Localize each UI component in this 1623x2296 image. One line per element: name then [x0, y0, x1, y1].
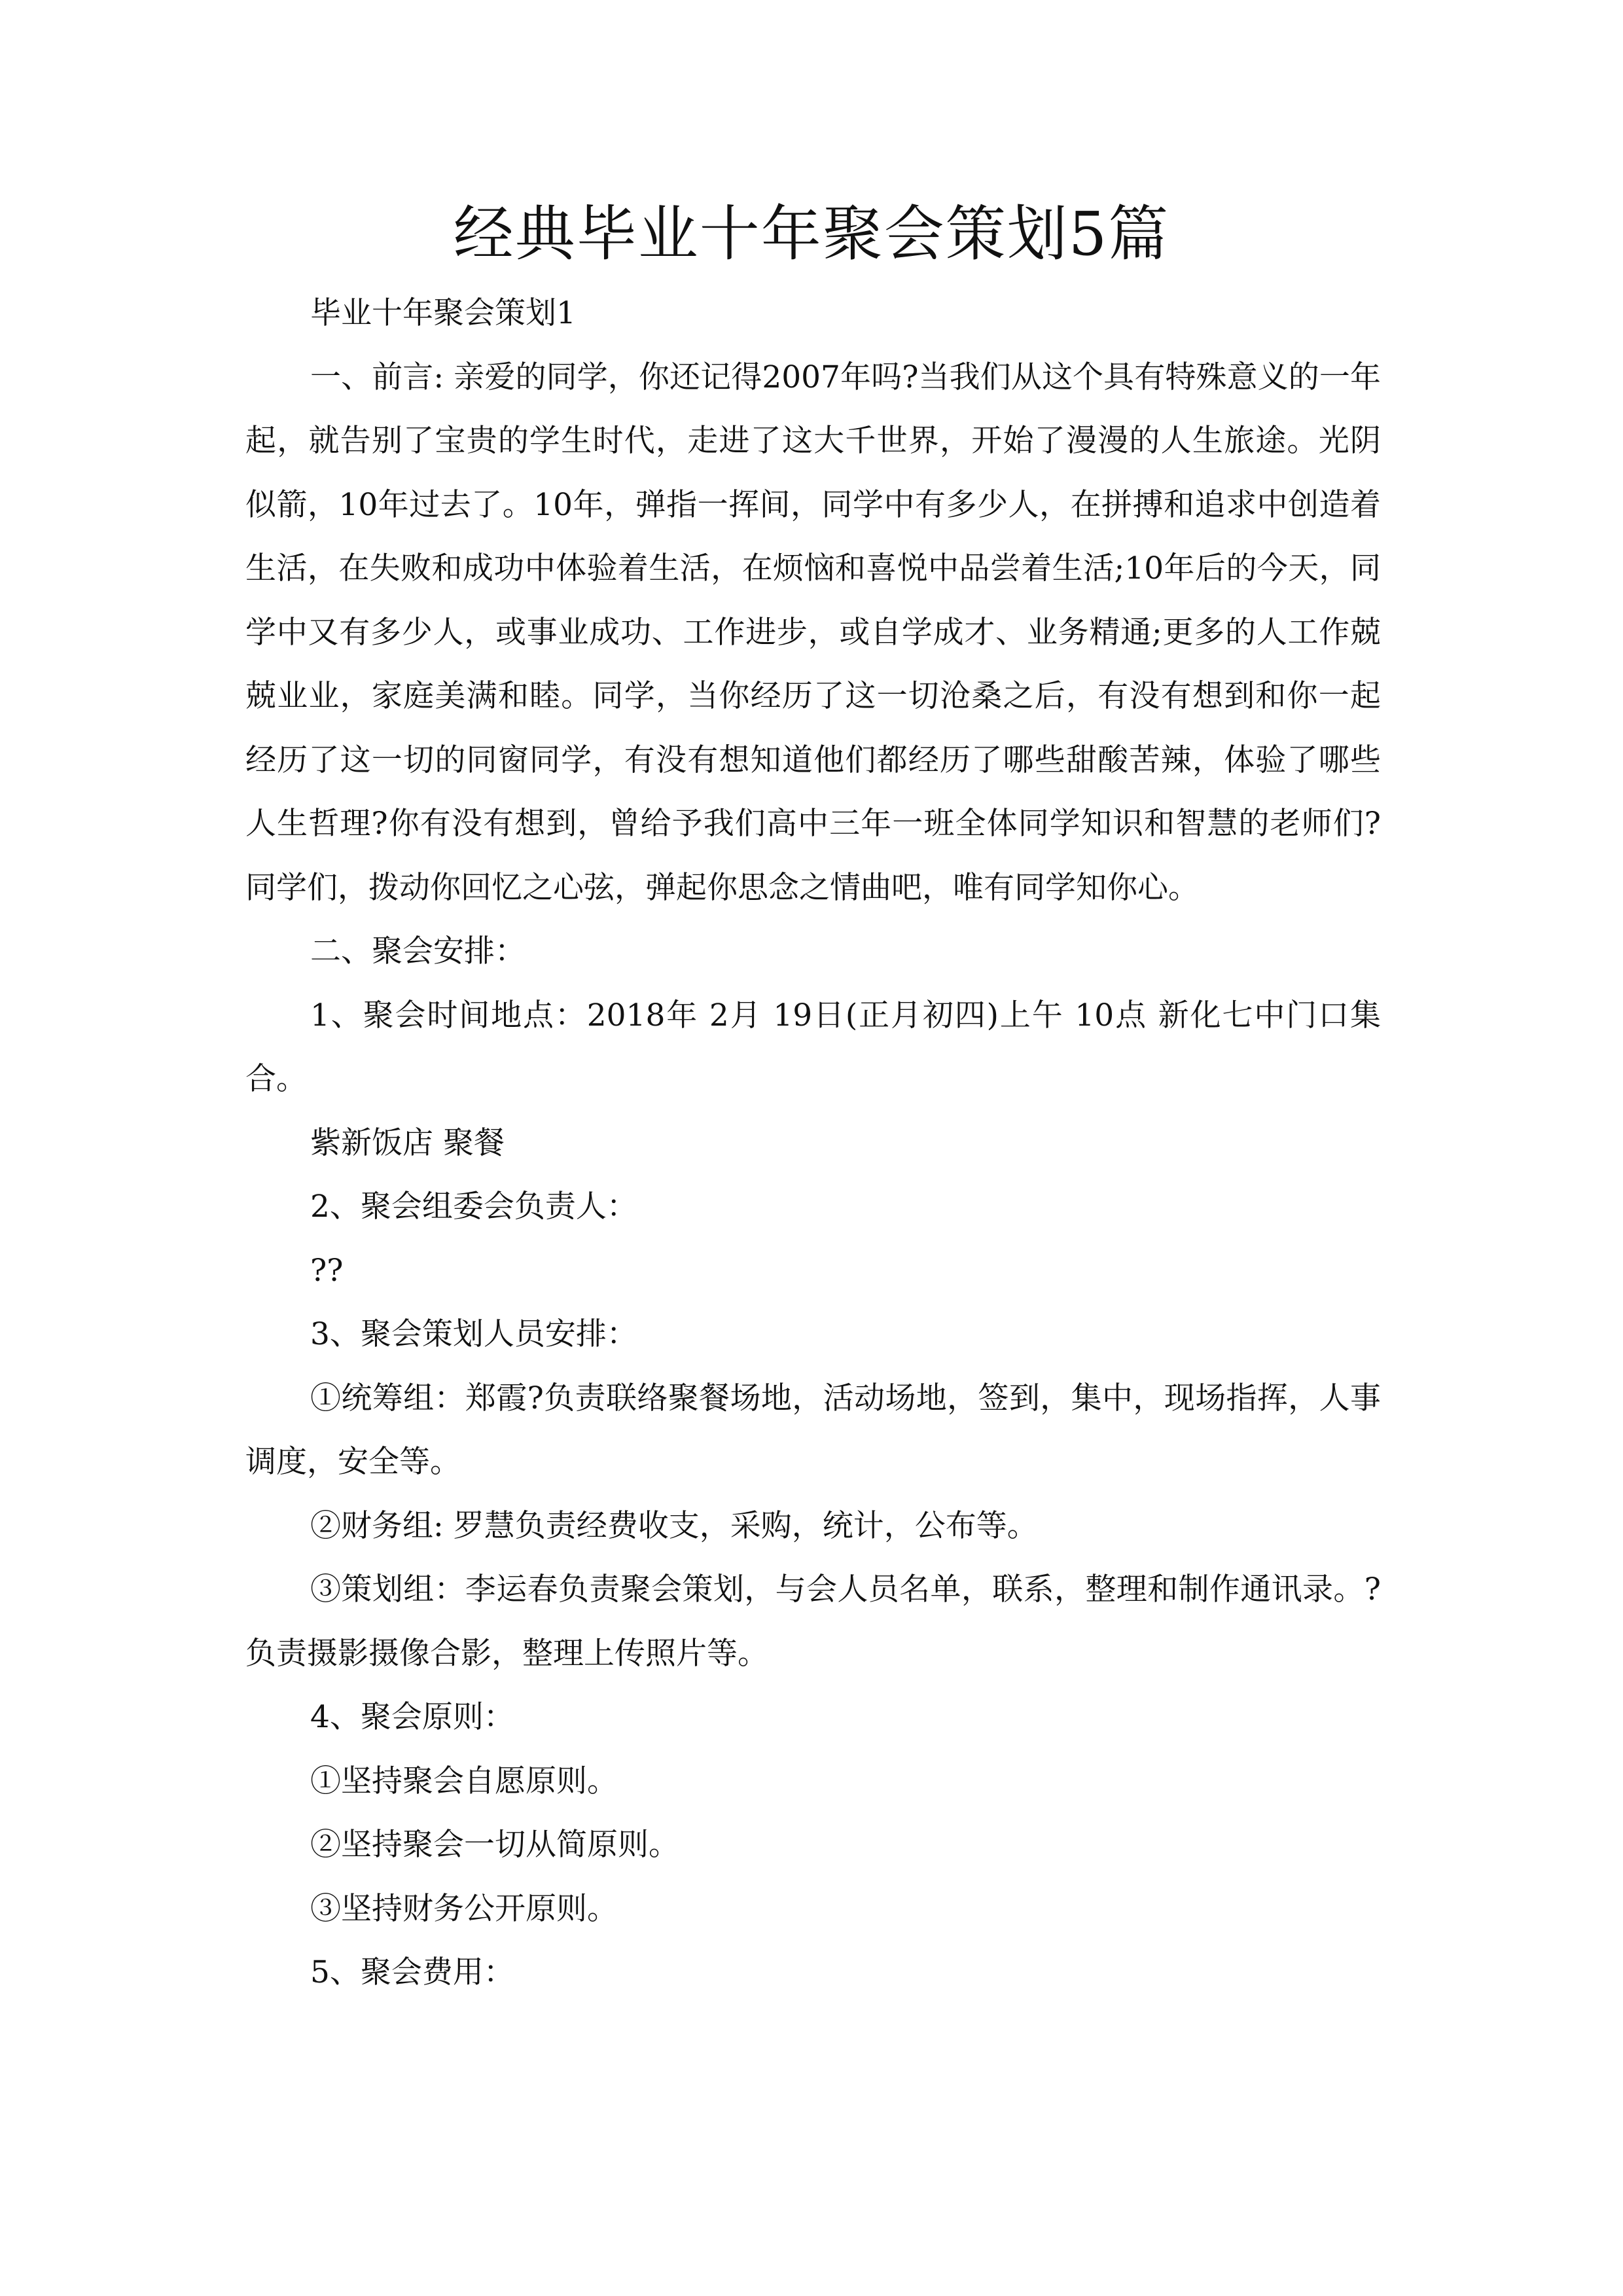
time-location-item: 1、聚会时间地点：2018年 2月 19日(正月初四)上午 10点 新化七中门口集合。	[245, 997, 1381, 1097]
committee-item: 2、聚会组委会负责人：	[310, 1189, 637, 1225]
arrangement-heading: 二、聚会安排：	[310, 933, 526, 969]
coordination-group-item: ①统筹组：郑霞?负责联络聚餐场地，活动场地，签到，集中，现场指挥，人事调度，安全等。	[245, 1380, 1381, 1480]
planning-staff-item: 3、聚会策划人员安排：	[310, 1316, 637, 1352]
document-title: 经典毕业十年聚会策划5篇	[453, 199, 1170, 269]
principles-heading: 4、聚会原则：	[310, 1699, 514, 1735]
document-body	[245, 281, 1381, 2005]
preface-paragraph: 一、前言: 亲爱的同学，你还记得2007年吗?当我们从这个具有特殊意义的一年起，就告别了宝贵的学生时代，走进了这大千世界，开始了漫漫的人生旅途。光阴似箭，10年过去了。10年，弹指一挥间，同学中有多少人，在拼搏和追求中创造着生活，在失败和成功中体验着生活，在烦恼和喜悦中品尝着生活;10年后的今天，同学中又有多少人，或事业成功、工作进步，或自学成才、业务精通;更多的人工作兢兢业业，家庭美满和睦。同学，当你经历了这一切沧桑之后，有没有想到和你一起经历了这一切的同窗同学，有没有想知道他们都经历了哪些甜酸苦辣，体验了哪些人生哲理?你有没有想到，曾给予我们高中三年一班全体同学知识和智慧的老师们?同学们，拨动你回忆之心弦，弹起你思念之情曲吧，唯有同学知你心。	[245, 359, 1381, 906]
planning-group-item: ③策划组：李运春负责聚会策划，与会人员名单，联系，整理和制作通讯录。?负责摄影摄像合影，整理上传照片等。	[245, 1571, 1381, 1672]
principle-simple: ②坚持聚会一切从简原则。	[310, 1827, 679, 1863]
finance-group-item: ②财务组: 罗慧负责经费收支，采购，统计，公布等。	[310, 1507, 1038, 1544]
section-heading: 毕业十年聚会策划1	[310, 295, 576, 331]
dinner-venue-item: 紫新饭店 聚餐	[310, 1124, 505, 1161]
committee-members: ??	[310, 1252, 344, 1289]
principle-voluntary: ①坚持聚会自愿原则。	[310, 1763, 618, 1799]
principle-finance-open: ③坚持财务公开原则。	[310, 1890, 618, 1927]
cost-heading: 5、聚会费用：	[310, 1954, 514, 1990]
